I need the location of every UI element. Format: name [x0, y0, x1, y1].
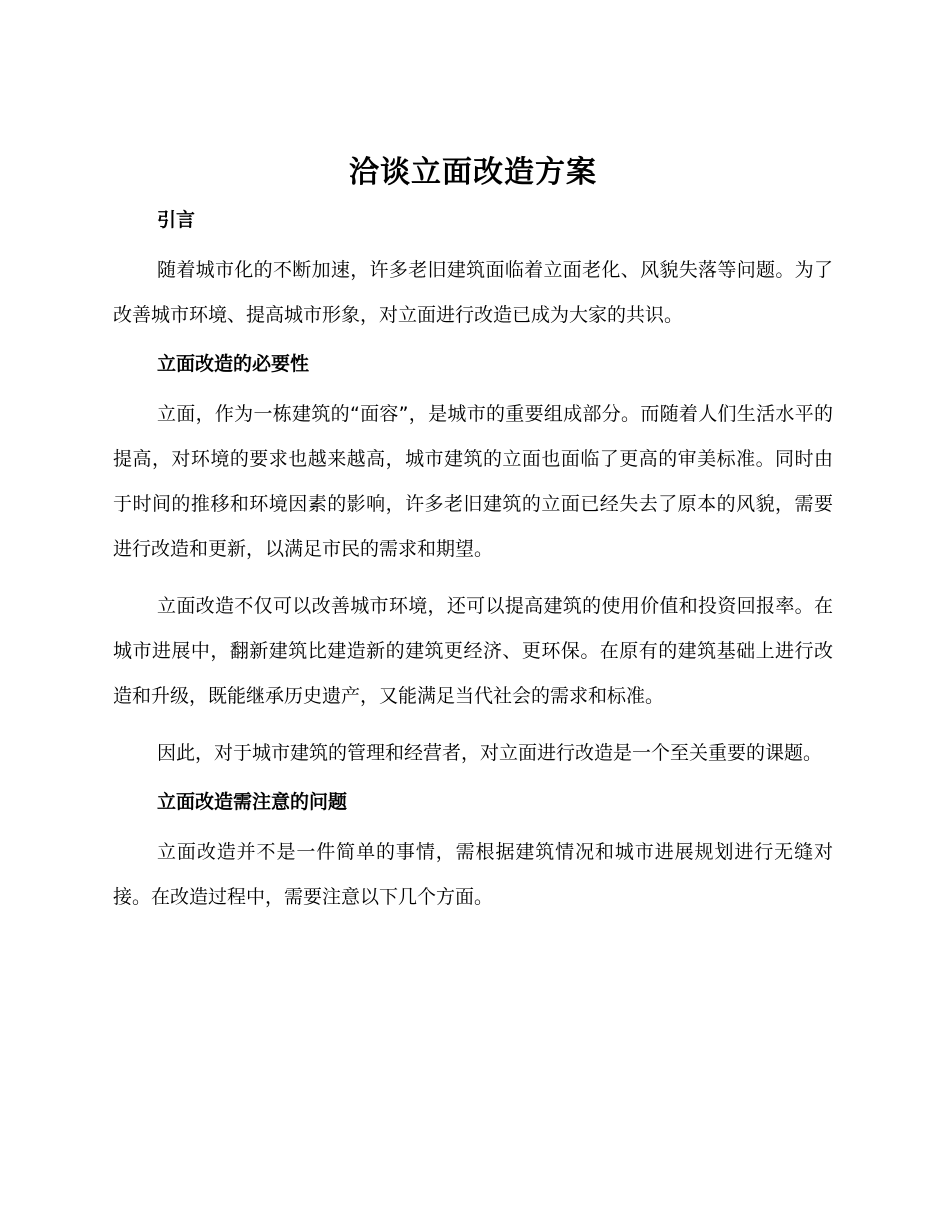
section-heading-necessity: 立面改造的必要性	[157, 353, 310, 375]
paragraph-issues-1: 立面改造并不是一件简单的事情，需根据建筑情况和城市进展规划进行无缝对接。在改造过程中，需要注意以下几个方面。	[113, 841, 833, 908]
paragraph-necessity-2: 立面改造不仅可以改善城市环境，还可以提高建筑的使用价值和投资回报率。在城市进展中，翻新建筑比建造新的建筑更经济、更环保。在原有的建筑基础上进行改造和升级，既能继承历史遗产，又能满足当代社会的需求和标准。	[113, 595, 833, 707]
document-title: 洽谈立面改造方案	[349, 155, 597, 190]
document-page	[113, 150, 833, 932]
paragraph-necessity-3: 因此，对于城市建筑的管理和经营者，对立面进行改造是一个至关重要的课题。	[157, 742, 823, 764]
section-heading-intro: 引言	[157, 209, 196, 231]
paragraph-necessity-1: 立面，作为一栋建筑的“面容”，是城市的重要组成部分。而随着人们生活水平的提高，对环境的要求也越来越高，城市建筑的立面也面临了更高的审美标准。同时由于时间的推移和环境因素的影响，许多老旧建筑的立面已经失去了原本的风貌，需要进行改造和更新，以满足市民的需求和期望。	[113, 403, 833, 560]
section-heading-issues: 立面改造需注意的问题	[157, 791, 348, 813]
paragraph-intro: 随着城市化的不断加速，许多老旧建筑面临着立面老化、风貌失落等问题。为了改善城市环境、提高城市形象，对立面进行改造已成为大家的共识。	[113, 259, 833, 326]
